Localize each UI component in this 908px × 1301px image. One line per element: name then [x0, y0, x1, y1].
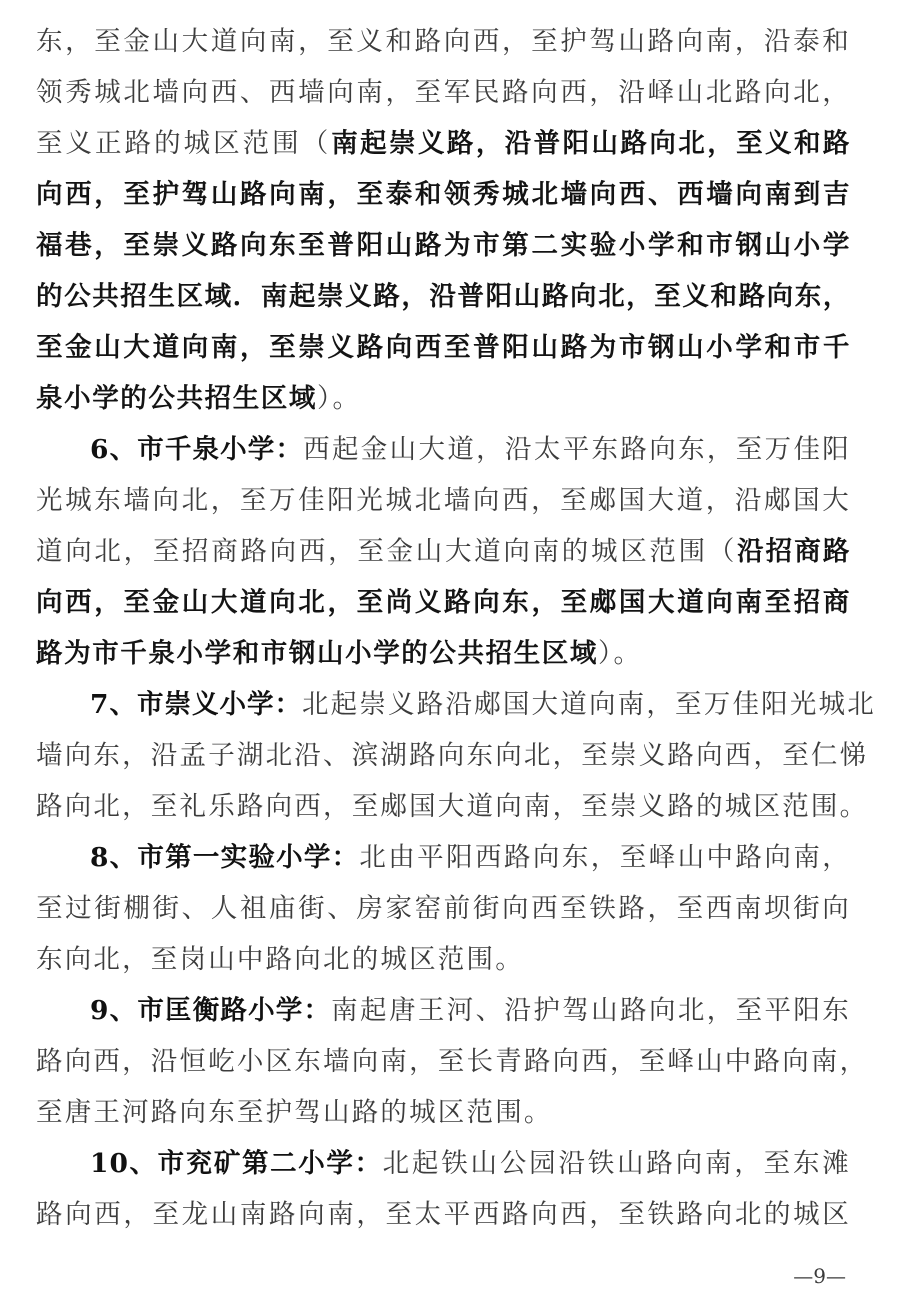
text-regular: 东向北，至岗山中路向北的城区范围。	[36, 944, 524, 975]
text-line	[36, 220, 851, 271]
school-name: 市第一实验小学：	[137, 842, 360, 873]
school-name: 市千泉小学：	[137, 434, 304, 465]
text-line	[36, 373, 851, 424]
text-regular: 道向北，至招商路向西，至金山大道向南的城区范围（	[36, 536, 738, 567]
text-line	[36, 730, 869, 781]
text-line	[36, 577, 851, 628]
text-bold: 向西，至金山大道向北，至尚义路向东，至郕国大道向南至招商	[36, 587, 851, 618]
text-regular: ）。	[598, 638, 643, 669]
section-number: 9、	[90, 995, 138, 1026]
text-bold: 路为市千泉小学和市钢山小学的公共招生区域	[36, 638, 598, 669]
text-bold: 至金山大道向南，至崇义路向西至普阳山路为市钢山小学和市千	[36, 332, 851, 363]
section-header-line	[36, 1138, 851, 1189]
school-name: 市崇义小学：	[136, 689, 302, 720]
text-line	[36, 322, 851, 373]
section-qianquan-primary	[36, 424, 851, 679]
text-line	[36, 118, 851, 169]
page-number: —9—	[793, 1264, 846, 1288]
text-regular: 至义正路的城区范围（	[36, 128, 332, 159]
section-kuanghenglu-primary	[36, 985, 869, 1138]
paragraph-continuation	[36, 16, 851, 424]
text-line	[36, 67, 851, 118]
text-regular: 至唐王河路向东至护驾山路的城区范围。	[36, 1097, 553, 1128]
text-line	[36, 526, 851, 577]
text-line	[36, 1036, 869, 1087]
school-name: 市兖矿第二小学：	[157, 1148, 383, 1179]
text-line	[36, 271, 851, 322]
section-header-line	[36, 832, 851, 883]
text-regular: 北起铁山公园沿铁山路向南，至东滩	[382, 1148, 852, 1179]
text-regular: ）。	[317, 383, 362, 414]
section-number: 10、	[90, 1148, 158, 1179]
document-page	[36, 16, 876, 1240]
text-line	[36, 883, 851, 934]
text-bold: 的公共招生区域．南起崇义路，沿普阳山路向北，至义和路向东，	[36, 281, 851, 312]
text-regular: 西起金山大道，沿太平东路向东，至万佳阳	[303, 434, 851, 465]
text-regular: 至过街棚街、人祖庙街、房家窑前街向西至铁路，至西南坝街向	[36, 893, 851, 924]
text-bold: 沿招商路	[737, 536, 851, 567]
text-line	[36, 169, 851, 220]
text-regular: 东，至金山大道向南，至义和路向西，至护驾山路向南，沿泰和	[36, 26, 851, 57]
section-number: 6、	[90, 434, 138, 465]
text-regular: 领秀城北墙向西、西墙向南，至军民路向西，沿峄山北路向北，	[36, 77, 851, 108]
text-regular: 北起崇义路沿郕国大道向南，至万佳阳光城北	[301, 689, 876, 720]
section-number: 8、	[90, 842, 138, 873]
section-yankuang-second-primary	[36, 1138, 851, 1240]
text-line	[36, 934, 851, 985]
text-line	[36, 1189, 851, 1240]
text-regular: 路向西，沿恒屹小区东墙向南，至长青路向西，至峄山中路向南，	[36, 1046, 869, 1077]
text-bold: 泉小学的公共招生区域	[36, 383, 317, 414]
text-line	[36, 16, 851, 67]
text-regular: 墙向东，沿孟子湖北沿、滨湖路向东向北，至崇义路向西，至仁悌	[36, 740, 869, 771]
section-first-experimental-primary	[36, 832, 851, 985]
text-regular: 光城东墙向北，至万佳阳光城北墙向西，至郕国大道，沿郕国大	[36, 485, 851, 516]
text-regular: 北由平阳西路向东，至峄山中路向南，	[359, 842, 851, 873]
section-header-line	[36, 424, 851, 475]
text-regular: 南起唐王河、沿护驾山路向北，至平阳东	[331, 995, 851, 1026]
text-line	[36, 781, 869, 832]
section-number: 7、	[90, 689, 137, 720]
text-line	[36, 1087, 851, 1138]
text-line	[36, 475, 851, 526]
text-bold: 福巷，至崇义路向东至普阳山路为市第二实验小学和市钢山小学	[36, 230, 851, 261]
text-bold: 南起崇义路，沿普阳山路向北，至义和路	[331, 128, 851, 159]
text-regular: 路向西，至龙山南路向南，至太平西路向西，至铁路向北的城区	[36, 1199, 851, 1230]
text-line	[36, 628, 851, 679]
section-header-line	[36, 679, 876, 730]
school-name: 市匡衡路小学：	[137, 995, 332, 1026]
text-regular: 路向北，至礼乐路向西，至郕国大道向南，至崇义路的城区范围。	[36, 791, 869, 822]
text-bold: 向西，至护驾山路向南，至泰和领秀城北墙向西、西墙向南到吉	[36, 179, 851, 210]
section-chongyi-primary	[36, 679, 876, 832]
section-header-line	[36, 985, 851, 1036]
